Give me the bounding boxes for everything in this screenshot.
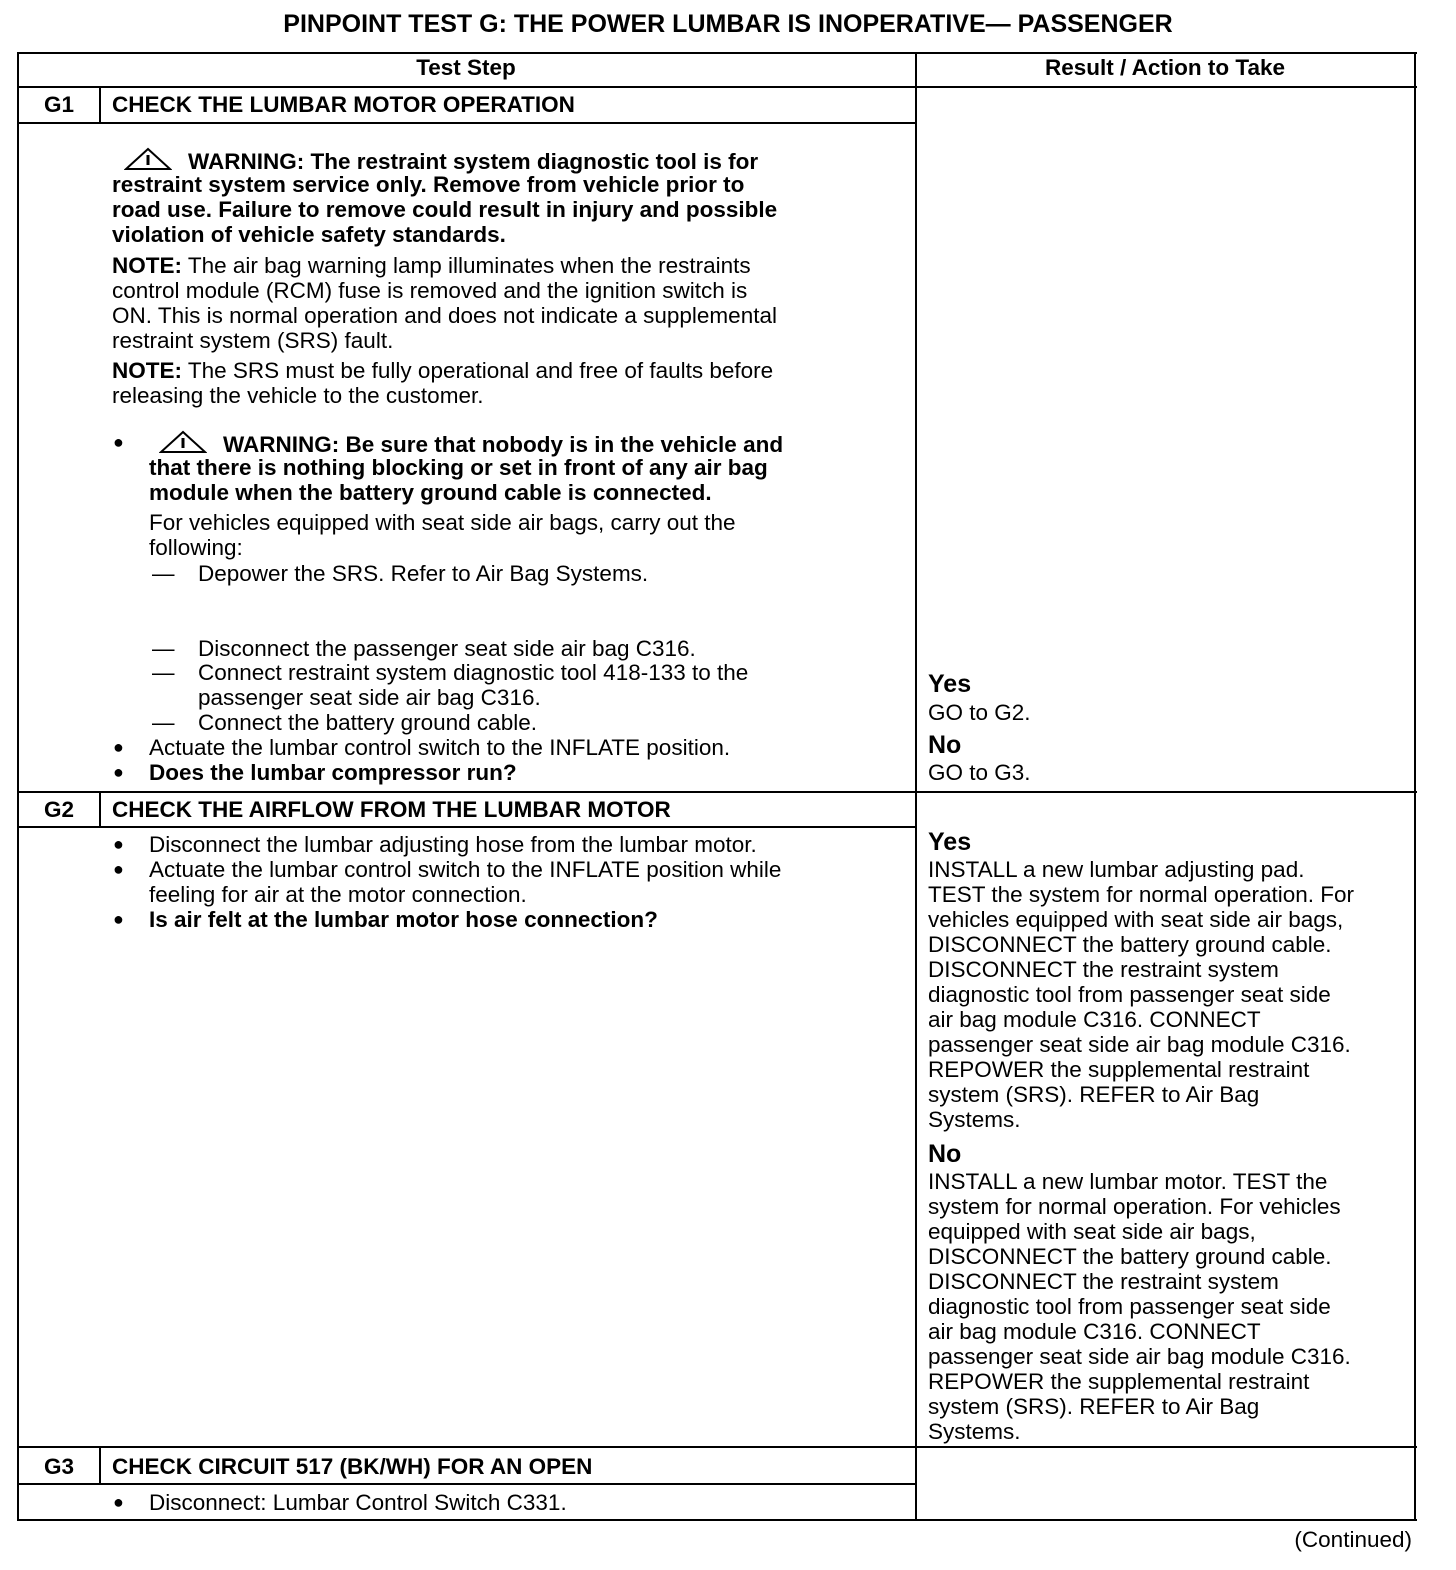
text-line: passenger seat side air bag module C316. bbox=[928, 1032, 1351, 1057]
text-line: REPOWER the supplemental restraint bbox=[928, 1369, 1310, 1394]
text-line: equipped with seat side air bags, bbox=[928, 1219, 1256, 1244]
result-yes-label: Yes bbox=[928, 670, 972, 698]
bullet-icon: ● bbox=[113, 1492, 124, 1512]
warning-triangle-icon bbox=[124, 147, 172, 171]
bullet-text: Disconnect: Lumbar Control Switch C331. bbox=[149, 1490, 567, 1515]
dash-marker: — bbox=[152, 561, 175, 586]
bullet-icon: ● bbox=[113, 834, 124, 854]
question-text: Does the lumbar compressor run? bbox=[149, 760, 517, 785]
step-heading: CHECK THE LUMBAR MOTOR OPERATION bbox=[112, 92, 575, 117]
text-line: air bag module C316. CONNECT bbox=[928, 1319, 1261, 1344]
text-line: system for normal operation. For vehicles bbox=[928, 1194, 1341, 1219]
substep-text: Disconnect the passenger seat side air bag C316. bbox=[198, 636, 696, 661]
dash-marker: — bbox=[152, 710, 175, 735]
text-line: road use. Failure to remove could result in injury and possible bbox=[112, 197, 778, 222]
step-id: G3 bbox=[43, 1454, 74, 1479]
text-line: restraint system service only. Remove from vehicle prior to bbox=[112, 172, 745, 197]
text-line: module when the battery ground cable is connected. bbox=[149, 480, 712, 505]
text-line: feeling for air at the motor connection. bbox=[149, 882, 527, 907]
continued-note: (Continued) bbox=[1294, 1527, 1412, 1552]
substep-text: Depower the SRS. Refer to Air Bag Systems. bbox=[198, 561, 649, 586]
text-line: violation of vehicle safety standards. bbox=[112, 222, 506, 247]
dash-marker: — bbox=[152, 636, 175, 661]
text-line: Systems. bbox=[928, 1419, 1021, 1444]
text-line: restraint system (SRS) fault. bbox=[112, 328, 394, 353]
text-line: control module (RCM) fuse is removed and the ignition switch is bbox=[112, 278, 748, 303]
bullet-icon: ● bbox=[113, 909, 124, 929]
text-line: For vehicles equipped with seat side air bags, carry out the bbox=[149, 510, 736, 535]
text-line: INSTALL a new lumbar motor. TEST the bbox=[928, 1169, 1328, 1194]
text-line: air bag module C316. CONNECT bbox=[928, 1007, 1261, 1032]
text-line: Actuate the lumbar control switch to the INFLATE position while bbox=[149, 857, 782, 882]
text-line: that there is nothing blocking or set in front of any air bag bbox=[149, 455, 768, 480]
column-header-test-step: Test Step bbox=[416, 55, 516, 80]
result-yes-label: Yes bbox=[928, 828, 972, 856]
warning-block: WARNING: Be sure that nobody is in the vehicle and that there is nothing blocking or set in front of any air bag module when the battery ground cable is connected. bbox=[149, 432, 784, 505]
text-line: Connect restraint system diagnostic tool 418-133 to the bbox=[198, 660, 749, 685]
question-text: Is air felt at the lumbar motor hose connection? bbox=[149, 907, 658, 932]
bullet-icon: ● bbox=[113, 762, 124, 782]
text-line: diagnostic tool from passenger seat side bbox=[928, 982, 1331, 1007]
result-yes-action: GO to G2. bbox=[928, 700, 1031, 725]
substep-text: Connect the battery ground cable. bbox=[198, 710, 537, 735]
result-no-label: No bbox=[928, 731, 962, 759]
bullet-icon: ● bbox=[113, 859, 124, 879]
text-line: passenger seat side air bag C316. bbox=[198, 685, 541, 710]
bullet-text bbox=[149, 857, 781, 907]
step-heading: CHECK THE AIRFLOW FROM THE LUMBAR MOTOR bbox=[112, 797, 671, 822]
text-line: DISCONNECT the battery ground cable. bbox=[928, 932, 1332, 957]
text-line: following: bbox=[149, 535, 243, 560]
bullet-icon: ● bbox=[113, 737, 124, 757]
step-id: G2 bbox=[43, 797, 74, 822]
step-id: G1 bbox=[43, 92, 74, 117]
text-line: INSTALL a new lumbar adjusting pad. bbox=[928, 857, 1305, 882]
note-block: NOTE: The air bag warning lamp illuminates when the restraints control module (RCM) fuse is removed and the ignition switch is ON. This is normal operation and does not indicate a supplemental restraint system (SRS) fault. bbox=[112, 253, 777, 353]
text-line: TEST the system for normal operation. For bbox=[928, 882, 1354, 907]
instruction-text bbox=[149, 510, 736, 560]
step-heading: CHECK CIRCUIT 517 (BK/WH) FOR AN OPEN bbox=[112, 1454, 593, 1479]
text-line: DISCONNECT the battery ground cable. bbox=[928, 1244, 1332, 1269]
text-line: releasing the vehicle to the customer. bbox=[112, 383, 484, 408]
text-line: system (SRS). REFER to Air Bag bbox=[928, 1394, 1260, 1419]
text-line: diagnostic tool from passenger seat side bbox=[928, 1294, 1331, 1319]
substep-text bbox=[198, 660, 748, 710]
bullet-icon: ● bbox=[113, 432, 124, 452]
page-title: PINPOINT TEST G: THE POWER LUMBAR IS INOPERATIVE— PASSENGER bbox=[283, 10, 1173, 38]
text-line: passenger seat side air bag module C316. bbox=[928, 1344, 1351, 1369]
text-line: REPOWER the supplemental restraint bbox=[928, 1057, 1310, 1082]
result-no-label: No bbox=[928, 1140, 962, 1168]
text-line: ON. This is normal operation and does not indicate a supplemental bbox=[112, 303, 777, 328]
text-line: DISCONNECT the restraint system bbox=[928, 957, 1279, 982]
dash-marker: — bbox=[152, 660, 175, 685]
text-line: system (SRS). REFER to Air Bag bbox=[928, 1082, 1260, 1107]
column-header-result: Result / Action to Take bbox=[1044, 55, 1286, 80]
warning-block: WARNING: The restraint system diagnostic tool is for restraint system service only. Remove from vehicle prior to road use. Failure to remove could result in injury and possible violation of vehicle safety standards. bbox=[112, 149, 778, 247]
result-no-action: GO to G3. bbox=[928, 760, 1031, 785]
text-line: DISCONNECT the restraint system bbox=[928, 1269, 1279, 1294]
note-block: NOTE: The SRS must be fully operational and free of faults before releasing the vehicle to the customer. bbox=[112, 358, 774, 408]
bullet-text: Disconnect the lumbar adjusting hose from the lumbar motor. bbox=[149, 832, 757, 857]
bullet-text: Actuate the lumbar control switch to the INFLATE position. bbox=[149, 735, 731, 760]
result-yes-action bbox=[928, 857, 1354, 1132]
warning-triangle-icon bbox=[159, 430, 207, 454]
text-line: vehicles equipped with seat side air bags, bbox=[928, 907, 1344, 932]
text-line: Systems. bbox=[928, 1107, 1021, 1132]
result-no-action bbox=[928, 1169, 1351, 1444]
